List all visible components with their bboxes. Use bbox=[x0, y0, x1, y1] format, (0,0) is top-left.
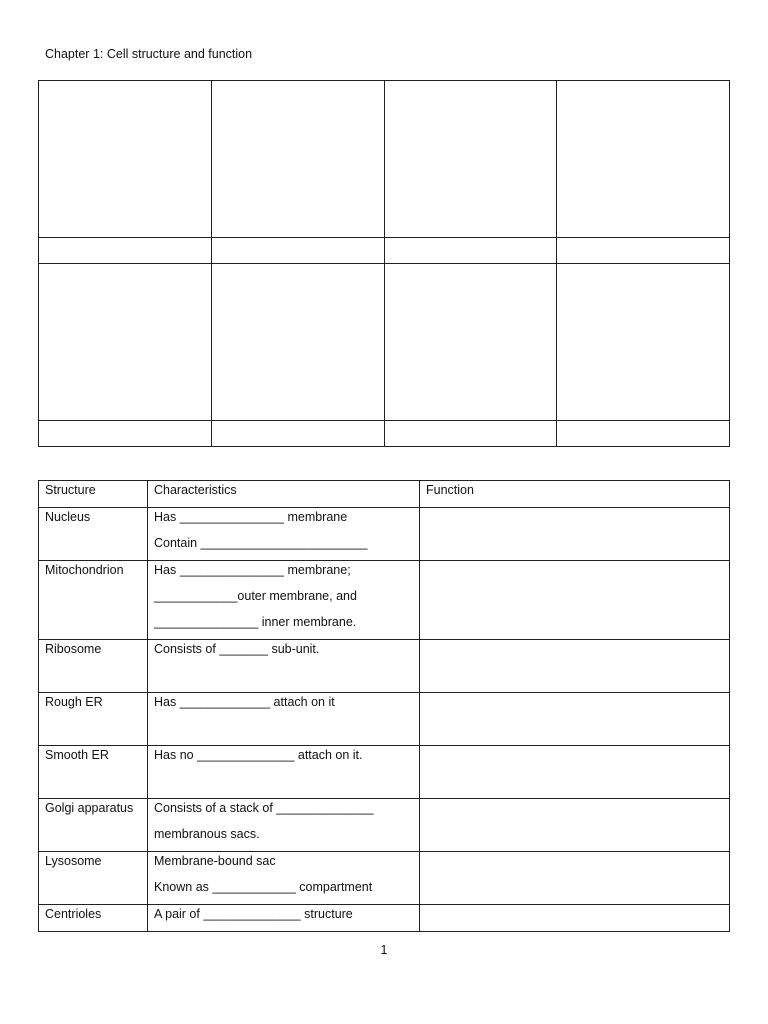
characteristics-line: A pair of ______________ structure bbox=[154, 907, 353, 921]
drawing-box bbox=[211, 81, 384, 238]
label-box bbox=[211, 238, 384, 264]
table-row bbox=[39, 852, 730, 905]
characteristics-cell bbox=[148, 746, 420, 799]
characteristics-line: Consists of _______ sub-unit. bbox=[154, 642, 320, 656]
characteristics-line: Known as ____________ compartment bbox=[154, 880, 373, 894]
label-box bbox=[557, 421, 730, 447]
characteristics-cell bbox=[148, 852, 420, 905]
label-box bbox=[39, 238, 212, 264]
characteristics-line: ____________outer membrane, and bbox=[154, 589, 357, 603]
characteristics-line: membranous sacs. bbox=[154, 827, 260, 841]
label-box bbox=[557, 238, 730, 264]
characteristics-line: Has _______________ membrane bbox=[154, 510, 348, 524]
header-function: Function bbox=[420, 481, 730, 508]
characteristics-line: Has no ______________ attach on it. bbox=[154, 748, 363, 762]
characteristics-line: _______________ inner membrane. bbox=[154, 615, 357, 629]
drawing-box bbox=[211, 264, 384, 421]
drawing-box bbox=[384, 264, 557, 421]
characteristics-line bbox=[154, 666, 413, 692]
drawing-grid bbox=[38, 80, 730, 447]
characteristics-line: Has _______________ membrane; bbox=[154, 563, 351, 577]
characteristics-cell bbox=[148, 905, 420, 932]
structure-cell: Centrioles bbox=[39, 905, 148, 932]
structure-cell: Ribosome bbox=[39, 640, 148, 693]
structure-cell: Golgi apparatus bbox=[39, 799, 148, 852]
function-cell bbox=[420, 561, 730, 640]
table-row bbox=[39, 799, 730, 852]
table-row bbox=[39, 508, 730, 561]
structure-cell: Smooth ER bbox=[39, 746, 148, 799]
characteristics-line: Membrane-bound sac bbox=[154, 854, 276, 868]
table-header-row bbox=[39, 481, 730, 508]
structure-cell: Lysosome bbox=[39, 852, 148, 905]
function-cell bbox=[420, 640, 730, 693]
table-row bbox=[39, 746, 730, 799]
characteristics-cell bbox=[148, 508, 420, 561]
drawing-box bbox=[384, 81, 557, 238]
function-cell bbox=[420, 508, 730, 561]
drawing-box bbox=[39, 81, 212, 238]
label-box bbox=[384, 238, 557, 264]
characteristics-cell bbox=[148, 799, 420, 852]
function-cell bbox=[420, 693, 730, 746]
drawing-box bbox=[557, 264, 730, 421]
characteristics-line: Has _____________ attach on it bbox=[154, 695, 335, 709]
characteristics-line bbox=[154, 772, 413, 798]
table-row bbox=[39, 905, 730, 932]
table-row bbox=[39, 693, 730, 746]
characteristics-line: Contain ________________________ bbox=[154, 536, 368, 550]
characteristics-line bbox=[154, 719, 413, 745]
structure-cell: Mitochondrion bbox=[39, 561, 148, 640]
structure-cell: Rough ER bbox=[39, 693, 148, 746]
table-row bbox=[39, 561, 730, 640]
structure-cell: Nucleus bbox=[39, 508, 148, 561]
function-cell bbox=[420, 905, 730, 932]
characteristics-cell bbox=[148, 693, 420, 746]
function-cell bbox=[420, 852, 730, 905]
header-characteristics: Characteristics bbox=[148, 481, 420, 508]
function-cell bbox=[420, 799, 730, 852]
table-row bbox=[39, 640, 730, 693]
characteristics-cell bbox=[148, 640, 420, 693]
characteristics-cell bbox=[148, 561, 420, 640]
structure-table bbox=[38, 480, 730, 932]
characteristics-line: Consists of a stack of ______________ bbox=[154, 801, 374, 815]
page-number: 1 bbox=[380, 943, 388, 957]
label-box bbox=[211, 421, 384, 447]
label-box bbox=[39, 421, 212, 447]
drawing-box bbox=[557, 81, 730, 238]
function-cell bbox=[420, 746, 730, 799]
label-box bbox=[384, 421, 557, 447]
header-structure: Structure bbox=[39, 481, 148, 508]
page-title: Chapter 1: Cell structure and function bbox=[45, 47, 253, 61]
drawing-box bbox=[39, 264, 212, 421]
